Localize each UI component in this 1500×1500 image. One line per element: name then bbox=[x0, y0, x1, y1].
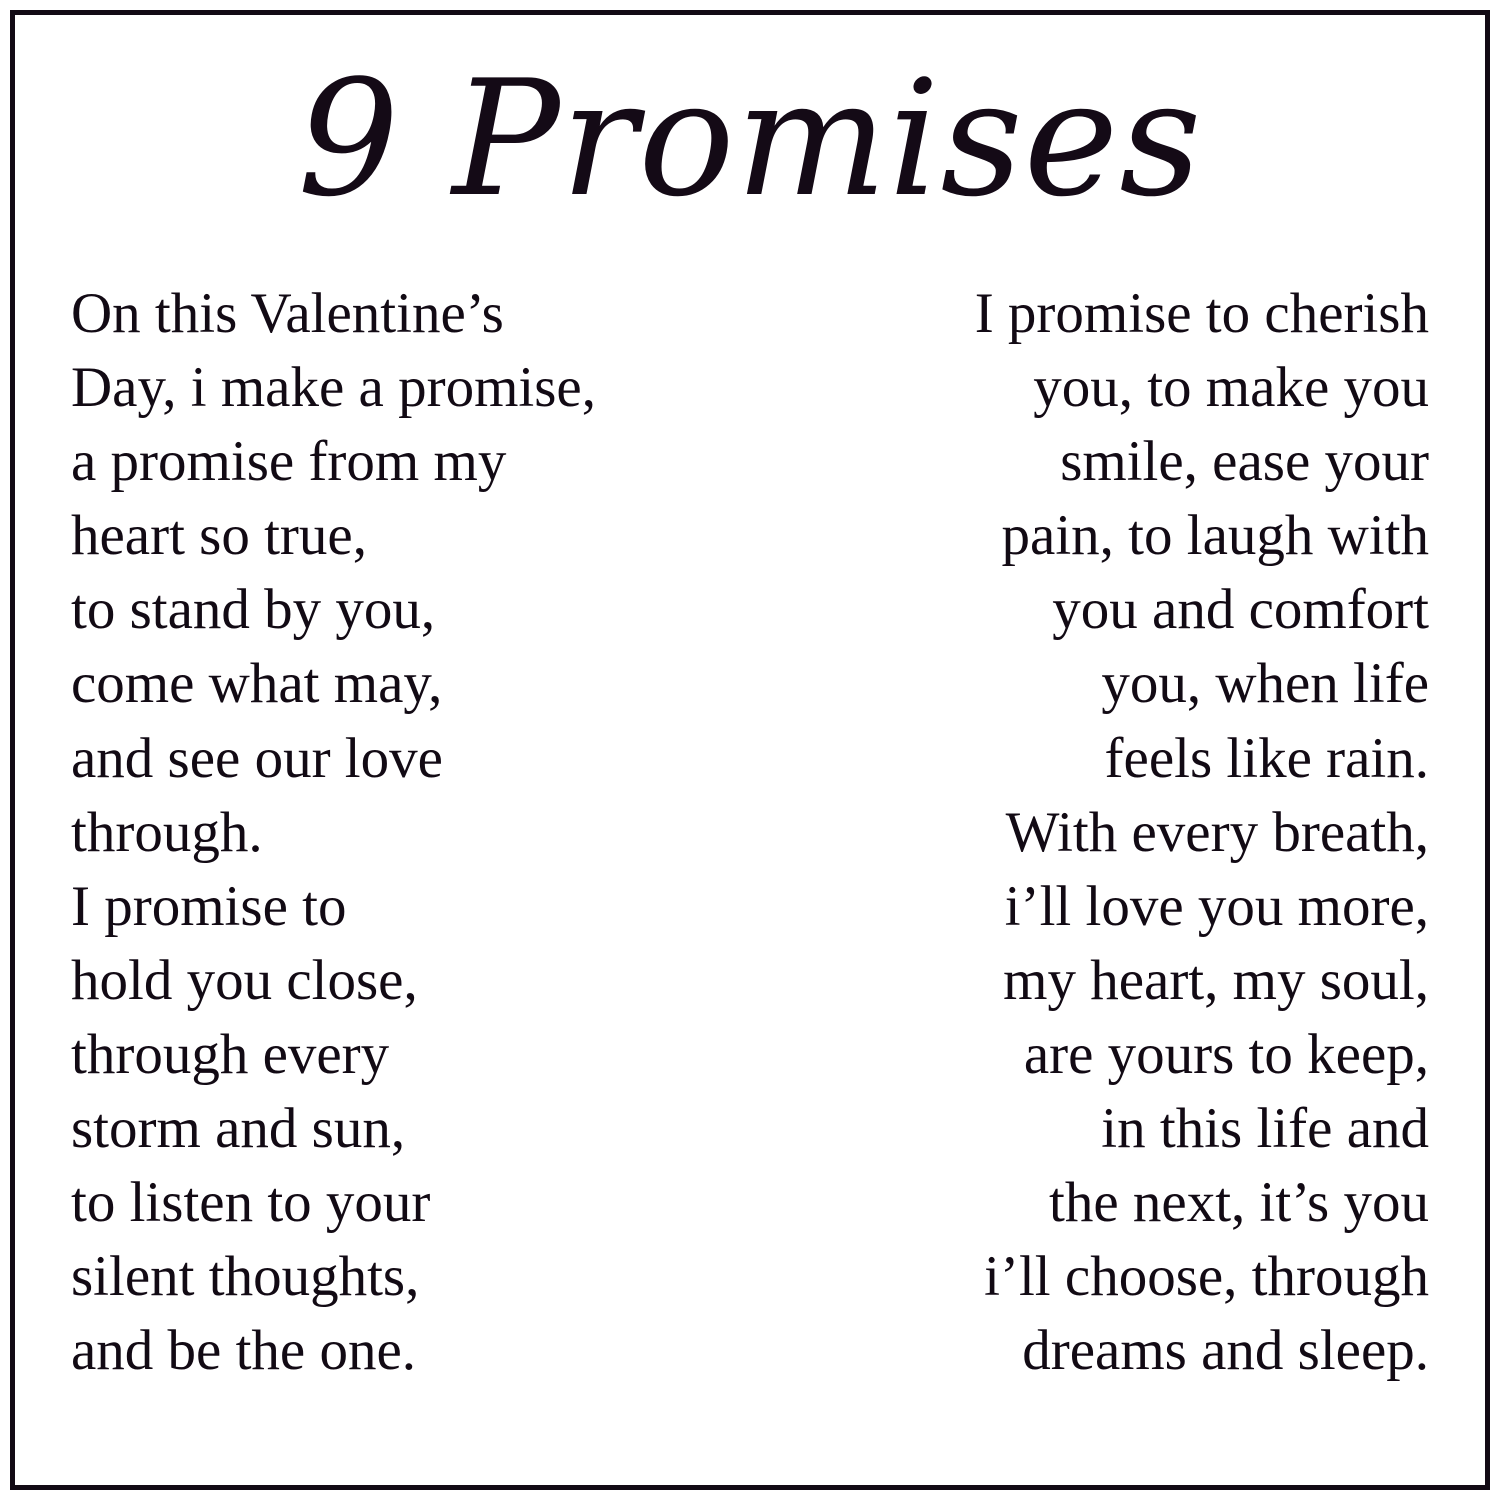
poem-line: hold you close, bbox=[71, 948, 418, 1012]
poem-line: i’ll choose, through bbox=[984, 1245, 1429, 1309]
poem-line: and be the one. bbox=[71, 1319, 417, 1383]
poem-line: On this Valentine’s bbox=[71, 282, 504, 345]
poem-line: i’ll love you more, bbox=[1004, 874, 1429, 938]
page-border bbox=[10, 10, 1490, 1490]
poem-line: are yours to keep, bbox=[1023, 1022, 1429, 1086]
poem-line: storm and sun, bbox=[71, 1097, 406, 1161]
poem-line: dreams and sleep. bbox=[1022, 1319, 1429, 1383]
poem-column-left bbox=[65, 277, 701, 1388]
poem-line: to stand by you, bbox=[71, 578, 436, 642]
poem-line: you, to make you bbox=[1033, 356, 1429, 420]
poem-line: through. bbox=[71, 800, 263, 864]
page-title: 9 Promises bbox=[297, 45, 1203, 232]
poem-line: I promise to bbox=[71, 874, 347, 938]
poem-line: a promise from my bbox=[71, 430, 507, 494]
poem-line: through every bbox=[71, 1022, 390, 1086]
page-content bbox=[15, 15, 1485, 1485]
poem-line: to listen to your bbox=[71, 1171, 431, 1235]
poem-columns bbox=[55, 277, 1445, 1388]
poem-line: With every breath, bbox=[1005, 800, 1429, 864]
poem-line: come what may, bbox=[71, 652, 443, 716]
poem-line: Day, i make a promise, bbox=[71, 356, 596, 420]
poem-line: my heart, my soul, bbox=[1003, 948, 1429, 1012]
poem-line: you, when life bbox=[1101, 652, 1429, 716]
poem-line: heart so true, bbox=[71, 504, 367, 568]
poem-line: and see our love bbox=[71, 726, 443, 790]
poem-column-right bbox=[799, 277, 1435, 1388]
poem-line: pain, to laugh with bbox=[1001, 504, 1429, 568]
poem-line: smile, ease your bbox=[1060, 430, 1429, 494]
poem-line: I promise to cherish bbox=[974, 282, 1429, 345]
poem-line: in this life and bbox=[1101, 1097, 1429, 1161]
poem-line: you and comfort bbox=[1052, 578, 1429, 642]
poem-line: the next, it’s you bbox=[1049, 1171, 1429, 1235]
poem-line: feels like rain. bbox=[1104, 726, 1429, 790]
poem-line: silent thoughts, bbox=[71, 1245, 420, 1309]
